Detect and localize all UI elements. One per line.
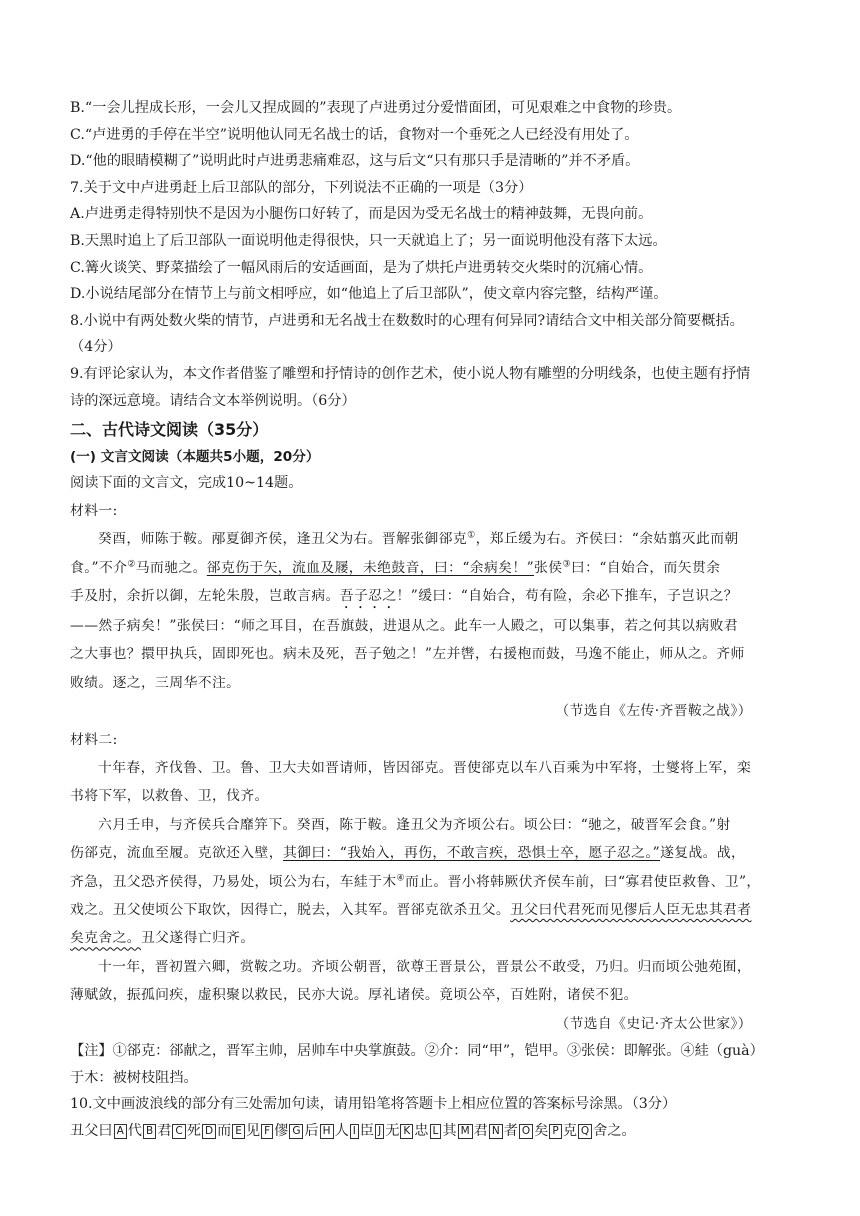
q10-char: 舍之。	[593, 1122, 636, 1139]
material-1-line-5: 之大事也？擐甲执兵，固即死也。病未及死，吾子勉之！”左并辔，右援枹而鼓，马逸不能止，师从之。齐师	[70, 646, 745, 663]
material-2-p2-line-4	[70, 896, 800, 924]
material-1-line-2	[70, 554, 800, 582]
q7-option-a: A.卢进勇走得特别快不是因为小腿伤口好转了，而是因为受无名战士的精神鼓舞，无畏向前。	[70, 206, 653, 223]
material-2-p1-line-2: 书将下军，以救鲁、卫，伐齐。	[70, 788, 269, 805]
q10-char: 人	[334, 1122, 349, 1139]
notes-line-1: 【注】①郤克：郤献之，晋军主帅，居帅车中央掌旗鼓。②介：同“甲”，铠甲。③张侯：即解张。④絓（guà）	[70, 1043, 764, 1060]
text-run: 戏之。丑父使顷公下取饮，因得亡，脱去，入其军。晋郤克欲杀丑父。	[70, 902, 511, 918]
material-2-p2-line-3	[70, 868, 800, 896]
notes-line-2: 于木：被树枝阻挡。	[70, 1069, 198, 1086]
answer-label-box: F	[261, 1124, 273, 1139]
q7-option-d: D.小说结尾部分在情节上与前文相呼应，如“他追上了后卫部队”，使文章内容完整，结构严谨。	[70, 286, 668, 303]
material-2-source: （节选自《史记·齐太公世家》）	[555, 1015, 752, 1032]
text-run: ，郑丘缓为右。齐侯曰：“余姑翦灭此而朝	[475, 531, 739, 548]
text-run: 丑父遂得亡归齐。	[140, 930, 255, 947]
text-run: 张侯	[534, 559, 563, 576]
answer-label-box: I	[350, 1124, 359, 1139]
text-run: 癸酉，师陈于鞍。邴夏御齐侯，逢丑父为右。晋解张御郤克	[98, 531, 468, 548]
answer-label-box: O	[519, 1124, 533, 1139]
footnote-marker: ③	[562, 558, 571, 569]
q10-char: 忠	[414, 1122, 429, 1139]
q10-char: 代	[127, 1122, 142, 1139]
material-1-line-4: ——然子病矣！”张侯曰：“师之耳目，在吾旗鼓，进退从之。此车一人殿之，可以集事，若之何其以病败君	[70, 617, 738, 634]
text-run: 遂复战。战，	[660, 845, 746, 862]
text-run: 齐急，丑父恐齐侯得，乃易处，顷公为右，车絓于木	[70, 873, 397, 890]
q10-char: 克	[562, 1122, 577, 1139]
answer-label-box: N	[489, 1124, 503, 1139]
q7-option-c: C.篝火谈笑、野菜描绘了一幅风雨后的安适画面，是为了烘托卢进勇转交火柴时的沉痛心情。	[70, 259, 653, 276]
q6-option-b: B.“一会儿捏成长形，一会儿又捏成圆的”表现了卢进勇过分爱惜面团，可见艰难之中食物的珍贵。	[70, 100, 682, 116]
underlined-sentence: 郤克伤于矢，流血及屦，未绝鼓音，曰：“余病矣！”	[206, 559, 535, 576]
wavy-underlined-text: 丑父曰代君死而见僇后人臣无忠其君者	[510, 902, 752, 918]
wavy-underlined-text: 矣克舍之。	[70, 930, 141, 947]
exam-page	[70, 95, 800, 1144]
material-2-label: 材料二:	[70, 731, 118, 748]
q10-char: 见	[245, 1122, 261, 1139]
underlined-sentence: 其御曰：“我始入，再伤，不敢言疾，恐惧士卒，愿子忍之。”	[282, 845, 661, 862]
answer-label-box: J	[375, 1124, 384, 1139]
q9-line-1: 9.有评论家认为，本文作者借鉴了雕塑和抒情诗的创作艺术，使小说人物有雕塑的分明线条，也使主题有抒情	[70, 365, 751, 382]
q8-line-1: 8.小说中有两处数火柴的情节，卢进勇和无名战士在数数时的心理有何异同?请结合文中相关部分简要概括。	[70, 312, 744, 329]
material-1-label: 材料一:	[70, 502, 118, 519]
q10-char: 僇	[274, 1122, 289, 1139]
q10-char: 而	[217, 1122, 232, 1139]
q6-option-c: C.“卢进勇的手停在半空”说明他认同无名战士的话，食物对一个垂死之人已经没有用处了。	[70, 126, 639, 143]
q9-line-2: 诗的深远意境。请结合文本举例说明。（6分）	[70, 392, 356, 409]
q10-char: 矣	[534, 1122, 549, 1139]
material-2-p3-line-2: 薄赋敛，振孤问疾，虚积聚以救民，民亦大说。厚礼诸侯。竟顷公卒，百姓附，诸侯不犯。	[70, 987, 638, 1004]
instruction: 阅读下面的文言文，完成10~14题。	[70, 475, 303, 492]
subsection-heading: (一) 文言文阅读（本题共5小题，20分）	[70, 449, 320, 466]
q10-char: 丑父曰	[70, 1122, 113, 1139]
answer-label-box: L	[430, 1124, 442, 1139]
footnote-marker: ②	[127, 558, 136, 569]
q10-char: 君	[157, 1122, 172, 1139]
answer-label-box: P	[549, 1124, 561, 1139]
material-2-p2-line-5	[70, 924, 800, 952]
answer-label-box: C	[172, 1124, 185, 1139]
material-1-line-6: 败绩。逐之，三周华不注。	[70, 674, 241, 691]
q10-char: 无	[385, 1122, 400, 1139]
material-2-p2-line-1: 六月壬申，与齐侯兵合靡笄下。癸酉，陈于鞍。逢丑父为齐顷公右。顷公曰：“驰之，破晋军会食。”射	[98, 816, 731, 833]
material-2-p2-line-2	[70, 839, 800, 867]
answer-label-box: B	[143, 1124, 156, 1139]
text-run: ”缓曰：“自始合，苟有险，余必下推车，子岂识之？	[410, 587, 738, 604]
q7-stem: 7.关于文中卢进勇赶上后卫部队的部分，下列说法不正确的一项是（3分）	[70, 179, 533, 196]
q8-line-2: （4分）	[70, 339, 122, 356]
q10-char: 者	[503, 1122, 518, 1139]
text-run: 曰：“自始合，而矢贯余	[570, 559, 721, 576]
q10-char: 死	[186, 1122, 201, 1139]
q10-char: 后	[304, 1122, 319, 1139]
q7-option-b: B.天黑时追上了后卫部队一面说明他走得很快，只一天就追上了；另一面说明他没有落下太远。	[70, 232, 667, 249]
answer-label-box: G	[289, 1124, 303, 1139]
text-run: 伤郤克，流血至履。克欲还入壁，	[70, 845, 283, 862]
text-run: 食。”不介	[70, 559, 128, 576]
section-heading: 二、古代诗文阅读（35分）	[70, 420, 269, 440]
text-run: 而止。晋小将韩厥伏齐侯车前，曰“寡君使臣救鲁、卫”，	[405, 873, 761, 890]
answer-label-box: K	[400, 1124, 413, 1139]
q10-char: 君	[473, 1122, 488, 1139]
answer-label-box: Q	[578, 1124, 592, 1139]
q10-char: 臣	[359, 1122, 375, 1139]
text-run: 手及肘，余折以御，左轮朱殷，岂敢言病。	[70, 587, 340, 604]
q10-stem: 10.文中画波浪线的部分有三处需加句读，请用铅笔将答题卡上相应位置的答案标号涂黑。（3分）	[70, 1096, 677, 1113]
answer-label-box: E	[232, 1124, 245, 1139]
q6-option-d: D.“他的眼睛模糊了”说明此时卢进勇悲痛难忍，这与后文“只有那只手是清晰的”并不矛盾。	[70, 153, 640, 170]
dotted-phrase: 吾子忍之！	[339, 587, 411, 604]
material-1-source: （节选自《左传·齐晋鞍之战》）	[555, 703, 752, 720]
footnote-marker: ①	[467, 530, 476, 541]
footnote-marker: ④	[396, 873, 405, 883]
q10-sentence	[70, 1118, 800, 1144]
answer-label-box: A	[114, 1124, 127, 1139]
material-2-p3-line-1: 十一年，晋初置六卿，赏鞍之功。齐顷公朝晋，欲尊王晋景公，晋景公不敢受，乃归。归而顷公弛苑囿，	[98, 958, 752, 975]
answer-label-box: H	[320, 1124, 334, 1139]
material-1-line-3	[70, 582, 800, 612]
q10-char: 其	[442, 1122, 457, 1139]
answer-label-box: D	[202, 1124, 216, 1139]
answer-label-box: M	[458, 1124, 473, 1139]
material-2-p1-line-1: 十年春，齐伐鲁、卫。鲁、卫大夫如晋请师，皆因郤克。晋使郤克以车八百乘为中军将，士燮将上军，栾	[98, 759, 752, 776]
material-1-line-1	[70, 525, 800, 553]
text-run: 马而驰之。	[135, 559, 207, 576]
